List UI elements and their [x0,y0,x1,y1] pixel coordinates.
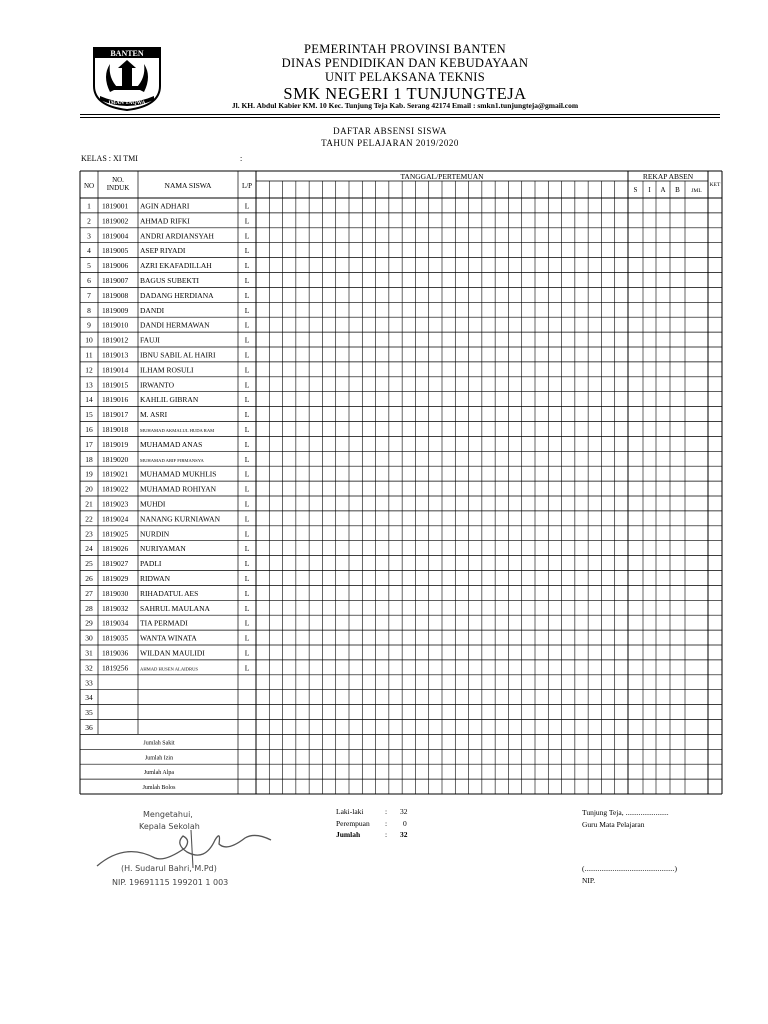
row-nama: RIDWAN [140,574,170,583]
row-induk: 1819008 [102,290,129,300]
row-nama: ILHAM ROSULI [140,365,194,375]
jumlah-value: 32 [400,830,408,839]
row-induk: 1819015 [102,380,129,390]
row-lp: L [244,350,250,360]
row-induk: 1819010 [102,320,129,330]
row-no: 21 [85,499,93,509]
laki-laki-label: Laki-laki [336,807,364,816]
header-government: PEMERINTAH PROVINSI BANTEN [304,42,506,56]
row-induk: 1819021 [102,469,129,479]
row-no: 11 [85,350,93,360]
header-department: DINAS PENDIDIKAN DAN KEBUDAYAAN [281,56,529,70]
header-nama-siswa: NAMA SISWA [164,181,212,190]
row-no: 18 [85,454,93,464]
guru-name: (................................................) [582,864,677,873]
row-no: 8 [87,305,91,315]
row-induk: 1819022 [102,484,129,494]
row-no: 20 [85,484,93,494]
row-nama: MUHAMAD ROHIYAN [140,484,217,494]
row-induk: 1819019 [102,439,129,449]
row-no: 6 [87,276,91,285]
guru-label: Guru Mata Pelajaran [582,820,645,829]
perempuan-sep: : [385,819,388,828]
row-no: 27 [85,588,93,598]
row-lp: L [244,514,250,524]
row-no: 1 [87,201,91,211]
row-induk: 1819017 [102,410,129,420]
header-ket: KET [709,182,721,188]
header-unit: UNIT PELAKSANA TEKNIS [324,70,485,84]
headmaster-name: (H. Sudarul Bahri, M.Pd) [121,864,217,873]
row-induk: 1819012 [102,335,129,345]
row-lp: L [244,201,250,211]
row-no: 13 [85,380,93,390]
row-no: 10 [85,335,93,345]
row-lp: L [244,425,250,434]
row-lp: L [244,633,250,643]
row-nama: AHMAD RIFKI [140,216,190,226]
header-rekap-b: B [675,186,680,194]
row-lp: L [244,663,250,673]
header-rekap-i: I [648,186,651,194]
row-induk: 1819036 [102,648,129,658]
header-address: Jl. KH. Abdul Kabier KM. 10 Kec. Tunjung Teja Kab. Serang 42174 Email : smkn1.tunjungteja@gmail.com [231,101,579,110]
row-nama: MUHAMAD AKMALUL HUDA RAM [140,428,215,433]
row-induk: 1819014 [102,365,129,375]
row-no: 19 [85,469,93,479]
header-no-induk-2: INDUK [106,184,130,192]
row-lp: L [244,290,250,300]
row-lp: L [244,559,250,569]
row-nama: DANDI HERMAWAN [140,320,210,330]
row-induk: 1819029 [102,574,129,583]
place-date: Tunjung Teja, ....................... [582,808,669,817]
row-lp: L [244,603,250,613]
header-no-induk-1: NO. [112,176,124,184]
header-lp: L/P [241,182,253,190]
row-no: 3 [87,231,91,241]
row-nama: IBNU SABIL AL HAIRI [140,350,216,360]
row-lp: L [244,276,250,285]
row-lp: L [244,439,250,449]
row-nama: AGIN ADHARI [140,201,190,211]
row-lp: L [244,469,250,479]
row-lp: L [244,544,250,554]
row-induk: 1819018 [102,425,129,434]
row-induk: 1819026 [102,544,129,554]
header-rekap-jml: JML [691,188,702,194]
row-nama: M. ASRI [140,410,168,420]
row-nama: DADANG HERDIANA [140,290,214,300]
logo-bottom-text: IMAN TAQWA [108,100,146,106]
row-nama: ASEP RIYADI [140,246,186,256]
row-lp: L [244,499,250,509]
row-nama: AHMAD HUSEN ALAIDRUS [140,666,198,672]
row-no: 28 [85,603,93,613]
headmaster-nip: NIP. 19691115 199201 1 003 [112,878,229,887]
row-nama: DANDI [140,305,165,315]
row-lp: L [244,261,250,271]
kelas-label: KELAS : XI TMI [81,154,138,163]
row-induk: 1819035 [102,633,129,643]
row-no: 22 [85,514,93,524]
row-lp: L [244,380,250,390]
row-no: 35 [85,708,93,718]
row-lp: L [244,618,250,628]
row-nama: MUHAMAD MUKHLIS [140,469,217,479]
row-induk: 1819032 [102,603,129,613]
row-lp: L [244,320,250,330]
headmaster-signature-block [95,808,295,892]
row-nama: TIA PERMADI [140,618,188,628]
row-nama: NURDIN [140,529,170,539]
row-no: 2 [87,216,91,226]
row-nama: RIHADATUL AES [140,588,199,598]
row-induk: 1819009 [102,305,129,315]
row-induk: 1819027 [102,559,129,569]
row-lp: L [244,216,250,226]
row-induk: 1819030 [102,588,129,598]
row-induk: 1819016 [102,395,129,405]
summary-label: Jumlah Alpa [143,770,175,777]
row-lp: L [244,365,250,375]
row-lp: L [244,246,250,256]
row-lp: L [244,574,250,583]
header-no: NO [83,182,95,190]
row-no: 29 [85,618,93,628]
row-lp: L [244,529,250,539]
row-no: 4 [87,246,91,256]
row-nama: SAHRUL MAULANA [140,603,210,613]
row-induk: 1819004 [102,231,129,241]
header-tanggal: TANGGAL/PERTEMUAN [400,172,484,181]
header-rekap-absen: REKAP ABSEN [642,172,694,181]
document-title: DAFTAR ABSENSI SISWA [333,126,447,136]
row-nama: FAUJI [140,335,160,345]
header-school-name: SMK NEGERI 1 TUNJUNGTEJA [283,84,527,103]
row-no: 31 [85,648,93,658]
perempuan-value: 0 [403,819,407,828]
row-nama: ANDRI ARDIANSYAH [140,231,214,241]
row-no: 30 [85,633,93,643]
row-lp: L [244,305,250,315]
kepala-sekolah-label: Kepala Sekolah [139,822,200,831]
row-nama: PADLI [140,559,162,569]
guru-nip: NIP. [582,876,596,885]
row-induk: 1819023 [102,499,129,509]
row-induk: 1819024 [102,514,129,524]
row-lp: L [244,231,250,241]
header-rekap-a: A [660,186,666,194]
row-nama: WANTA WINATA [140,633,197,643]
row-nama: AZRI EKAFADILLAH [140,261,212,271]
row-no: 26 [85,574,93,583]
row-no: 5 [87,261,91,271]
row-lp: L [244,484,250,494]
document-year: TAHUN PELAJARAN 2019/2020 [321,138,459,148]
row-no: 9 [87,320,91,330]
row-lp: L [244,454,250,464]
row-no: 33 [85,678,93,688]
row-no: 36 [85,723,93,732]
row-induk: 1819006 [102,261,129,271]
row-induk: 1819025 [102,529,129,539]
logo-top-text: BANTEN [110,49,144,58]
row-induk: 1819002 [102,216,129,226]
row-nama: KAHLIL GIBRAN [140,395,199,405]
row-nama: MUHDI [140,499,166,509]
row-no: 23 [85,529,93,539]
row-lp: L [244,395,250,405]
row-no: 7 [87,290,91,300]
row-induk: 1819007 [102,276,129,285]
row-induk: 1819034 [102,618,129,628]
row-no: 25 [85,559,93,569]
row-no: 32 [85,663,93,673]
laki-laki-value: 32 [400,807,408,816]
row-no: 17 [85,439,93,449]
row-nama: BAGUS SUBEKTI [140,276,199,285]
perempuan-label: Perempuan [336,819,370,828]
row-induk: 1819001 [102,201,129,211]
kelas-colon: : [240,154,243,163]
row-induk: 1819256 [102,663,129,673]
mengetahui-label: Mengetahui, [143,810,193,819]
row-lp: L [244,335,250,345]
signature-mark [95,822,275,870]
row-no: 15 [85,410,93,420]
summary-label: Jumlah Bolos [142,785,176,792]
row-induk: 1819013 [102,350,129,360]
row-induk: 1819020 [102,454,129,464]
row-no: 16 [85,425,93,434]
row-lp: L [244,588,250,598]
row-no: 12 [85,365,93,375]
row-nama: NANANG KURNIAWAN [140,514,221,524]
row-lp: L [244,410,250,420]
jumlah-sep: : [385,830,388,839]
row-induk: 1819005 [102,246,129,256]
header-rekap-s: S [633,186,638,194]
row-nama: MUHAMAD ARIF FIRMANSYA [140,457,204,463]
row-no: 24 [85,544,93,554]
row-nama: WILDAN MAULIDI [140,648,205,658]
jumlah-label: Jumlah [336,830,361,839]
summary-label: Jumlah Sakit [143,740,175,747]
summary-label: Jumlah Izin [144,755,174,762]
laki-laki-sep: : [385,807,388,816]
row-nama: NURIYAMAN [140,544,186,554]
row-lp: L [244,648,250,658]
row-nama: IRWANTO [140,380,175,390]
row-no: 14 [85,395,93,405]
row-nama: MUHAMAD ANAS [140,439,203,449]
row-no: 34 [85,693,93,703]
